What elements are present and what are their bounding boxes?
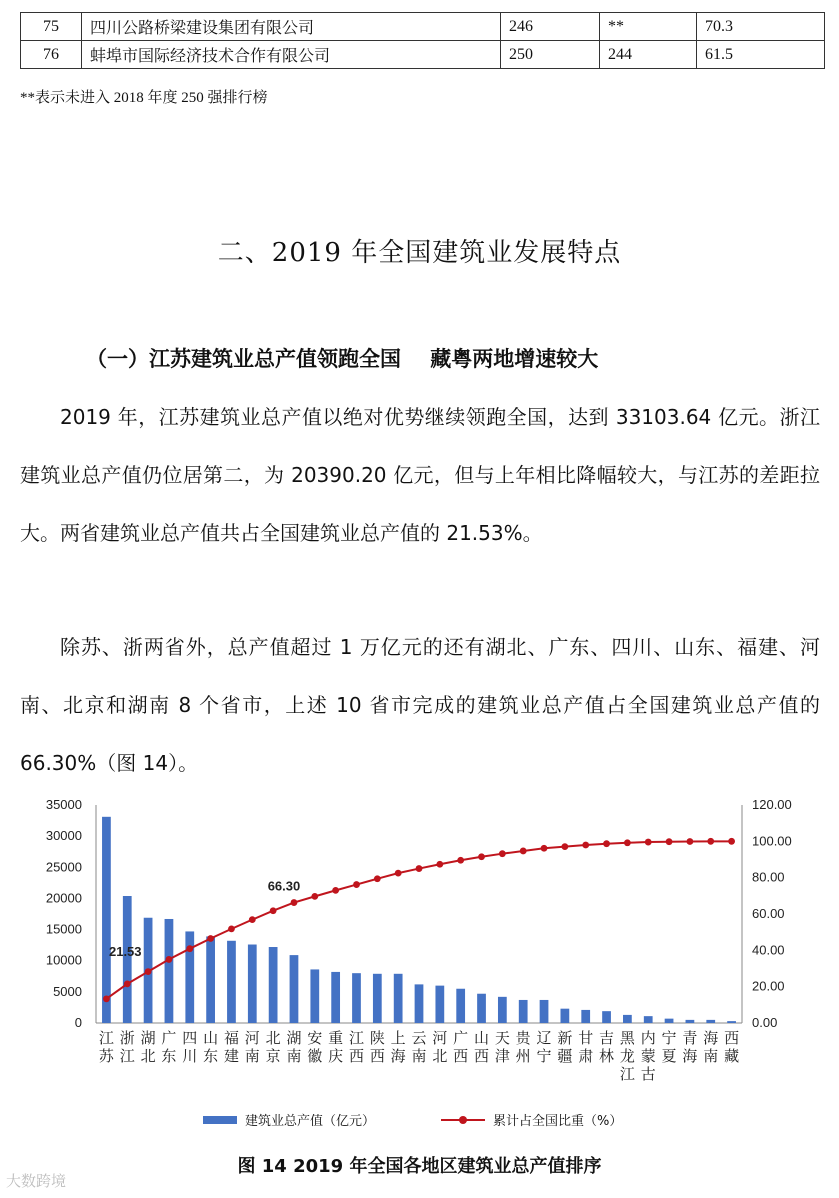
chart-bar bbox=[519, 1000, 528, 1023]
cumulative-point bbox=[186, 945, 193, 952]
cumulative-point bbox=[541, 845, 548, 852]
value-cell: 246 bbox=[501, 13, 600, 41]
value-cell: 61.5 bbox=[697, 41, 825, 69]
x-tick-label: 江苏 bbox=[98, 1029, 114, 1065]
cumulative-point bbox=[311, 893, 318, 900]
chart-legend bbox=[203, 1110, 622, 1129]
chart-bar bbox=[706, 1020, 715, 1023]
cumulative-point bbox=[520, 848, 527, 855]
chart-bar bbox=[477, 994, 486, 1023]
x-tick-label: 广西 bbox=[453, 1029, 469, 1065]
x-tick-label: 甘肃 bbox=[578, 1029, 594, 1065]
x-tick-label: 上海 bbox=[390, 1029, 406, 1065]
cumulative-point bbox=[291, 899, 298, 906]
cumulative-point bbox=[687, 838, 694, 845]
value-cell: 70.3 bbox=[697, 13, 825, 41]
legend-item-line bbox=[441, 1110, 622, 1129]
chart-bar bbox=[394, 974, 403, 1023]
value-cell: 244 bbox=[600, 41, 697, 69]
cumulative-point bbox=[582, 842, 589, 849]
rank-cell: 75 bbox=[21, 13, 82, 41]
section-title: 二、2019 年全国建筑业发展特点 bbox=[217, 238, 622, 268]
company-name-cell: 蚌埠市国际经济技术合作有限公司 bbox=[82, 41, 501, 69]
cumulative-point bbox=[499, 850, 506, 857]
watermark: 大数跨境 bbox=[6, 1172, 67, 1190]
x-tick-label: 安徽 bbox=[307, 1029, 323, 1065]
cumulative-point bbox=[603, 840, 610, 847]
figure-caption: 图 14 2019 年全国各地区建筑业总产值排序 bbox=[237, 1156, 602, 1177]
legend-label-line: 累计占全国比重（%） bbox=[493, 1114, 623, 1129]
chart-bar bbox=[686, 1020, 695, 1023]
chart-bar bbox=[206, 936, 215, 1023]
chart-bar bbox=[644, 1016, 653, 1023]
x-tick-label: 陕西 bbox=[369, 1029, 385, 1065]
table-row bbox=[21, 13, 825, 41]
data-label: 66.30 bbox=[267, 878, 301, 894]
x-tick-label: 宁夏 bbox=[661, 1029, 677, 1065]
cumulative-point bbox=[416, 865, 423, 872]
chart-bar bbox=[310, 969, 319, 1023]
x-tick-label: 内蒙古 bbox=[640, 1029, 656, 1083]
cumulative-point bbox=[728, 838, 735, 845]
x-tick-label: 海南 bbox=[703, 1029, 719, 1065]
y-right-tick-label: 100.00 bbox=[752, 833, 792, 849]
x-tick-label: 山西 bbox=[474, 1029, 490, 1065]
x-tick-label: 浙江 bbox=[119, 1029, 135, 1065]
chart-bar bbox=[123, 896, 132, 1023]
chart-bar bbox=[165, 919, 174, 1023]
x-tick-label: 青海 bbox=[682, 1029, 698, 1065]
chart-bar bbox=[269, 947, 278, 1023]
y-left-tick-label: 25000 bbox=[45, 859, 82, 875]
x-tick-label: 黑龙江 bbox=[619, 1029, 635, 1083]
table-note: **表示未进入 2018 年度 250 强排行榜 bbox=[20, 90, 268, 106]
x-tick-label: 新疆 bbox=[557, 1029, 573, 1065]
x-tick-label: 吉林 bbox=[599, 1029, 615, 1065]
cumulative-point bbox=[103, 995, 110, 1002]
chart-bar bbox=[352, 973, 361, 1023]
cumulative-point bbox=[207, 935, 214, 942]
table-row bbox=[21, 41, 825, 69]
y-left-tick-label: 35000 bbox=[45, 797, 82, 812]
cumulative-point bbox=[561, 843, 568, 850]
y-left-tick-label: 0 bbox=[74, 1015, 82, 1030]
cumulative-point bbox=[478, 853, 485, 860]
legend-bar-swatch bbox=[203, 1116, 237, 1124]
x-tick-label: 西藏 bbox=[724, 1029, 740, 1065]
chart-bar bbox=[185, 931, 194, 1023]
chart-bar bbox=[290, 955, 299, 1023]
cumulative-point bbox=[228, 925, 235, 932]
y-right-tick-label: 80.00 bbox=[752, 869, 785, 885]
value-cell: 250 bbox=[501, 41, 600, 69]
cumulative-point bbox=[436, 861, 443, 868]
x-tick-label: 福建 bbox=[223, 1029, 239, 1065]
cumulative-point bbox=[374, 875, 381, 882]
chart-bar bbox=[727, 1021, 736, 1023]
chart-bar bbox=[456, 989, 465, 1023]
x-tick-label: 北京 bbox=[265, 1029, 281, 1065]
cumulative-point bbox=[249, 916, 256, 923]
x-tick-label: 河北 bbox=[432, 1029, 448, 1065]
chart-bar bbox=[665, 1019, 674, 1023]
cumulative-point bbox=[624, 839, 631, 846]
chart-bar bbox=[435, 986, 444, 1023]
chart-bar bbox=[498, 997, 507, 1023]
y-right-tick-label: 120.00 bbox=[752, 797, 792, 812]
chart-bar bbox=[602, 1011, 611, 1023]
x-tick-label: 江西 bbox=[348, 1029, 364, 1065]
chart-bar bbox=[560, 1009, 569, 1023]
legend-label-bar: 建筑业总产值（亿元） bbox=[245, 1114, 376, 1129]
cumulative-point bbox=[457, 857, 464, 864]
cumulative-point bbox=[395, 870, 402, 877]
x-tick-label: 云南 bbox=[411, 1029, 427, 1065]
legend-line-swatch bbox=[441, 1115, 485, 1125]
y-right-tick-label: 40.00 bbox=[752, 942, 785, 958]
chart-bar bbox=[415, 984, 424, 1023]
cumulative-point bbox=[353, 881, 360, 888]
cumulative-point bbox=[270, 907, 277, 914]
y-right-tick-label: 0.00 bbox=[752, 1015, 778, 1030]
y-left-tick-label: 15000 bbox=[45, 921, 82, 937]
y-left-tick-label: 5000 bbox=[53, 983, 82, 999]
x-tick-label: 贵州 bbox=[515, 1029, 531, 1065]
chart-bar bbox=[248, 945, 257, 1023]
cumulative-point bbox=[645, 839, 652, 846]
cumulative-point bbox=[707, 838, 714, 845]
x-tick-label: 辽宁 bbox=[536, 1029, 552, 1065]
ranking-table bbox=[20, 12, 825, 69]
cumulative-point bbox=[124, 980, 131, 987]
cumulative-point bbox=[145, 968, 152, 975]
cumulative-point bbox=[666, 838, 673, 845]
x-tick-label: 重庆 bbox=[328, 1029, 344, 1065]
x-tick-label: 天津 bbox=[494, 1029, 510, 1065]
x-tick-label: 山东 bbox=[203, 1029, 219, 1065]
paragraph: 2019 年，江苏建筑业总产值以绝对优势继续领跑全国，达到 33103.64 亿元。浙江建筑业总产值仍位居第二，为 20390.20 亿元，但与上年相比降幅较大，与江苏的差距拉大。两省建筑业总产值共占全国建筑业总产值的 21.53%。 bbox=[20, 405, 820, 545]
chart-bar bbox=[373, 974, 382, 1023]
chart-bar bbox=[102, 817, 111, 1023]
cumulative-point bbox=[332, 887, 339, 894]
y-right-tick-label: 60.00 bbox=[752, 906, 785, 921]
chart-bar bbox=[540, 1000, 549, 1023]
x-tick-label: 湖北 bbox=[140, 1029, 156, 1065]
chart-bar bbox=[623, 1015, 632, 1023]
rank-cell: 76 bbox=[21, 41, 82, 69]
chart-bar bbox=[581, 1010, 590, 1023]
cumulative-point bbox=[166, 956, 173, 963]
subsection-title: （一）江苏建筑业总产值领跑全国 藏粤两地增速较大 bbox=[86, 347, 599, 371]
combo-chart bbox=[0, 785, 839, 1110]
x-tick-label: 河南 bbox=[244, 1029, 260, 1065]
cumulative-line bbox=[106, 841, 731, 999]
data-label: 21.53 bbox=[108, 943, 142, 959]
paragraph: 除苏、浙两省外，总产值超过 1 万亿元的还有湖北、广东、四川、山东、福建、河南、北京和湖南 8 个省市，上述 10 省市完成的建筑业总产值占全国建筑业总产值的 66.30%（图 14）。 bbox=[20, 635, 820, 775]
y-right-tick-label: 20.00 bbox=[752, 978, 785, 994]
y-left-tick-label: 10000 bbox=[45, 952, 82, 968]
company-name-cell: 四川公路桥梁建设集团有限公司 bbox=[82, 13, 501, 41]
chart-bar bbox=[331, 972, 340, 1023]
x-tick-label: 广东 bbox=[161, 1029, 177, 1065]
value-cell: ** bbox=[600, 13, 697, 41]
x-tick-label: 湖南 bbox=[286, 1029, 302, 1065]
x-tick-label: 四川 bbox=[182, 1029, 198, 1065]
chart-bar bbox=[227, 941, 236, 1023]
y-left-tick-label: 20000 bbox=[45, 890, 82, 906]
y-left-tick-label: 30000 bbox=[45, 828, 82, 844]
